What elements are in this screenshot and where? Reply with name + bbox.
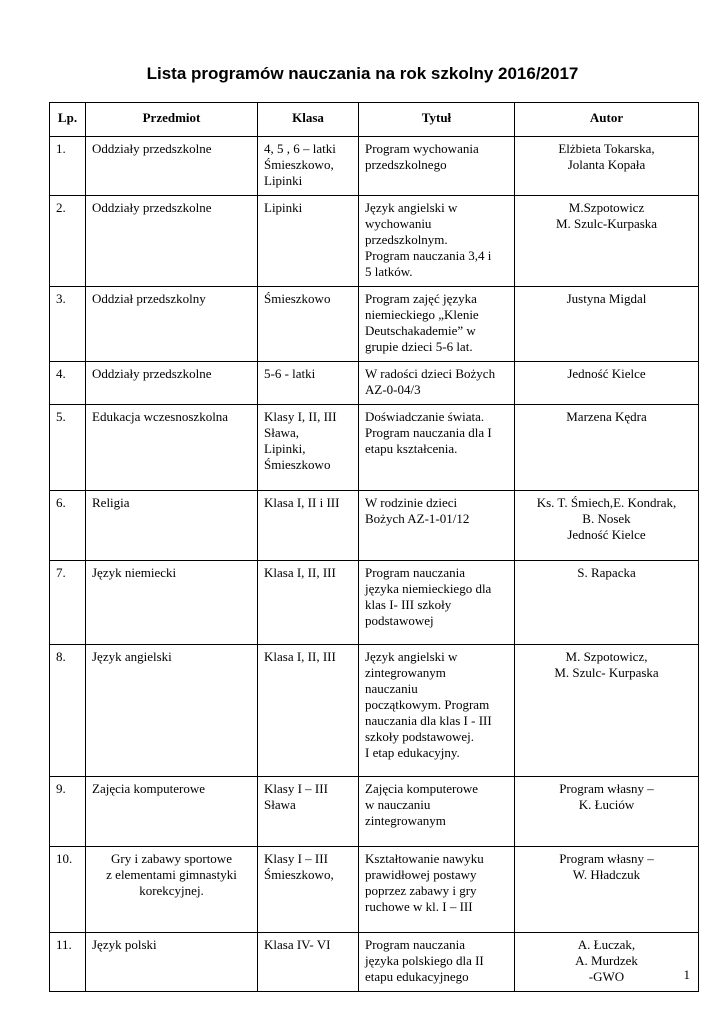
table-row: [50, 847, 699, 933]
cell-przedmiot: Język angielski: [86, 645, 258, 777]
cell-przedmiot: Język polski: [86, 933, 258, 992]
cell-lp: 8.: [50, 645, 86, 777]
cell-autor: M. Szpotowicz, M. Szulc- Kurpaska: [515, 645, 699, 777]
cell-lp: 3.: [50, 287, 86, 362]
header-autor: Autor: [515, 103, 699, 137]
cell-klasa: Klasa IV- VI: [258, 933, 359, 992]
table-row: [50, 777, 699, 847]
cell-klasa: Klasa I, II i III: [258, 491, 359, 561]
cell-tytul: W rodzinie dzieci Bożych AZ-1-01/12: [359, 491, 515, 561]
cell-przedmiot: Oddziały przedszkolne: [86, 362, 258, 405]
table-row: [50, 645, 699, 777]
cell-autor: Ks. T. Śmiech,E. Kondrak, B. Nosek Jedność Kielce: [515, 491, 699, 561]
cell-autor: S. Rapacka: [515, 561, 699, 645]
cell-lp: 10.: [50, 847, 86, 933]
page-number: 1: [683, 967, 690, 982]
table-row: [50, 137, 699, 196]
cell-klasa: Klasy I – III Sława: [258, 777, 359, 847]
cell-przedmiot: Zajęcia komputerowe: [86, 777, 258, 847]
cell-autor: Marzena Kędra: [515, 405, 699, 491]
cell-przedmiot: Oddziały przedszkolne: [86, 137, 258, 196]
table-row: [50, 561, 699, 645]
header-klasa: Klasa: [258, 103, 359, 137]
header-przedmiot: Przedmiot: [86, 103, 258, 137]
cell-przedmiot: Edukacja wczesnoszkolna: [86, 405, 258, 491]
cell-klasa: Klasa I, II, III: [258, 645, 359, 777]
cell-klasa: Klasa I, II, III: [258, 561, 359, 645]
cell-autor: Program własny – W. Hładczuk: [515, 847, 699, 933]
cell-klasa: Śmieszkowo: [258, 287, 359, 362]
cell-lp: 4.: [50, 362, 86, 405]
document-title: Lista programów nauczania na rok szkolny 2016/2017: [146, 64, 579, 83]
table-row: [50, 405, 699, 491]
cell-klasa: 5-6 - latki: [258, 362, 359, 405]
cell-przedmiot: Oddziały przedszkolne: [86, 196, 258, 287]
cell-tytul: Zajęcia komputerowe w nauczaniu zintegrowanym: [359, 777, 515, 847]
cell-autor: Program własny – K. Łuciów: [515, 777, 699, 847]
cell-tytul: Program nauczania języka niemieckiego dla klas I- III szkoły podstawowej: [359, 561, 515, 645]
cell-tytul: W radości dzieci Bożych AZ-0-04/3: [359, 362, 515, 405]
table-row: [50, 362, 699, 405]
header-tytul: Tytuł: [359, 103, 515, 137]
cell-tytul: Program zajęć języka niemieckiego „Klenie Deutschakademie” w grupie dzieci 5-6 lat.: [359, 287, 515, 362]
cell-autor: Elżbieta Tokarska, Jolanta Kopała: [515, 137, 699, 196]
cell-przedmiot: Język niemiecki: [86, 561, 258, 645]
cell-autor: A. Łuczak, A. Murdzek -GWO: [515, 933, 699, 992]
cell-klasa: Klasy I – III Śmieszkowo,: [258, 847, 359, 933]
table-header-row: [50, 103, 699, 137]
cell-lp: 11.: [50, 933, 86, 992]
cell-przedmiot: Oddział przedszkolny: [86, 287, 258, 362]
header-lp: Lp.: [50, 103, 86, 137]
cell-lp: 1.: [50, 137, 86, 196]
cell-lp: 2.: [50, 196, 86, 287]
cell-tytul: Kształtowanie nawyku prawidłowej postawy poprzez zabawy i gry ruchowe w kl. I – III: [359, 847, 515, 933]
cell-klasa: Lipinki: [258, 196, 359, 287]
cell-lp: 7.: [50, 561, 86, 645]
cell-tytul: Język angielski w wychowaniu przedszkolnym. Program nauczania 3,4 i 5 latków.: [359, 196, 515, 287]
cell-klasa: Klasy I, II, III Sława, Lipinki, Śmieszkowo: [258, 405, 359, 491]
table-row: [50, 196, 699, 287]
cell-klasa: 4, 5 , 6 – latki Śmieszkowo, Lipinki: [258, 137, 359, 196]
cell-przedmiot: Religia: [86, 491, 258, 561]
cell-lp: 6.: [50, 491, 86, 561]
programs-table: [49, 102, 699, 992]
cell-przedmiot: Gry i zabawy sportowe z elementami gimnastyki korekcyjnej.: [86, 847, 258, 933]
cell-autor: Jedność Kielce: [515, 362, 699, 405]
cell-autor: Justyna Migdal: [515, 287, 699, 362]
table-row: [50, 287, 699, 362]
cell-tytul: Doświadczanie świata. Program nauczania dla I etapu kształcenia.: [359, 405, 515, 491]
cell-lp: 5.: [50, 405, 86, 491]
cell-autor: M.Szpotowicz M. Szulc-Kurpaska: [515, 196, 699, 287]
cell-tytul: Język angielski w zintegrowanym nauczaniu początkowym. Program nauczania dla klas I - III szkoły podstawowej. I etap edukacyjny.: [359, 645, 515, 777]
cell-lp: 9.: [50, 777, 86, 847]
cell-tytul: Program wychowania przedszkolnego: [359, 137, 515, 196]
table-row: [50, 491, 699, 561]
table-row: [50, 933, 699, 992]
cell-tytul: Program nauczania języka polskiego dla II etapu edukacyjnego: [359, 933, 515, 992]
